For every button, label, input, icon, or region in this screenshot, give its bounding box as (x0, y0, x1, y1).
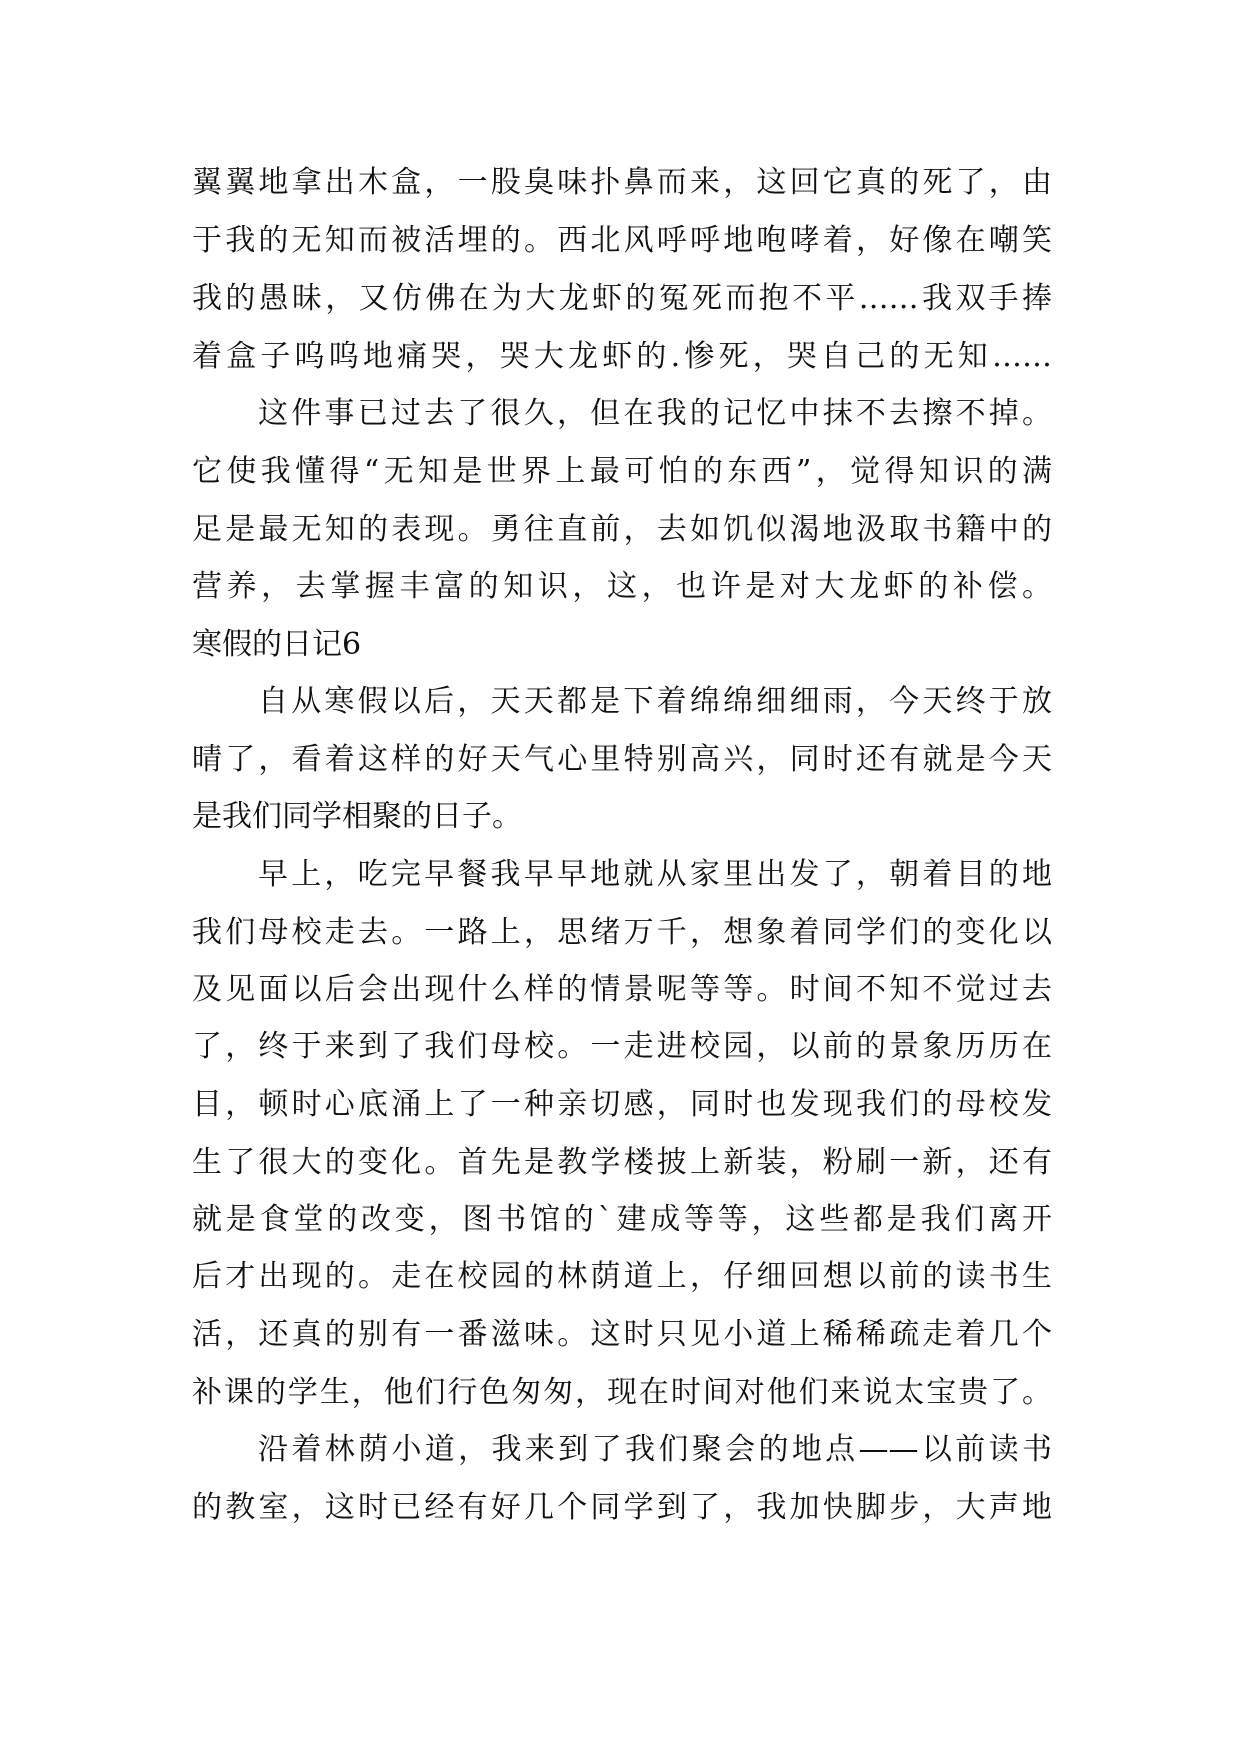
text-line: 了，终于来到了我们母校。一走进校园，以前的景象历历在 (192, 1029, 1052, 1064)
text-line: 是我们同学相聚的日子。 (192, 799, 522, 834)
text-line: 活，还真的别有一番滋味。这时只见小道上稀稀疏走着几个 (192, 1317, 1052, 1352)
text-line: 的教室，这时已经有好几个同学到了，我加快脚步，大声地 (192, 1490, 1052, 1525)
text-line: 我们母校走去。一路上，思绪万千，想象着同学们的变化以 (192, 915, 1052, 950)
text-line: 生了很大的变化。首先是教学楼披上新装，粉刷一新，还有 (192, 1145, 1052, 1180)
text-line: 翼翼地拿出木盒，一股臭味扑鼻而来，这回它真的死了，由 (192, 165, 1052, 200)
text-line: 及见面以后会出现什么样的情景呢等等。时间不知不觉过去 (192, 972, 1052, 1007)
text-line: 晴了，看着这样的好天气心里特别高兴，同时还有就是今天 (192, 742, 1052, 777)
paragraph-first-line: 早上，吃完早餐我早早地就从家里出发了，朝着目的地 (258, 857, 1052, 892)
text-line: 营养，去掌握丰富的知识，这，也许是对大龙虾的补偿。 (192, 569, 1052, 604)
text-line: 我的愚昧，又仿佛在为大龙虾的冤死而抱不平……我双手捧 (192, 281, 1052, 316)
paragraph-first-line: 沿着林荫小道，我来到了我们聚会的地点——以前读书 (258, 1432, 1052, 1467)
text-line: 补课的学生，他们行色匆匆，现在时间对他们来说太宝贵了。 (192, 1375, 1052, 1410)
paragraph-first-line: 这件事已过去了很久，但在我的记忆中抹不去擦不掉。 (258, 396, 1052, 431)
paragraph-first-line: 自从寒假以后，天天都是下着绵绵细细雨，今天终于放 (258, 684, 1052, 719)
text-line: 于我的无知而被活埋的。西北风呼呼地咆哮着，好像在嘲笑 (192, 223, 1052, 258)
text-line: 着盒子呜呜地痛哭，哭大龙虾的.惨死，哭自己的无知…… (192, 339, 1052, 374)
text-line: 就是食堂的改变，图书馆的`建成等等，这些都是我们离开 (192, 1202, 1052, 1237)
text-line: 它使我懂得“无知是世界上最可怕的东西”，觉得知识的满 (192, 454, 1052, 489)
text-line: 目，顿时心底涌上了一种亲切感，同时也发现我们的母校发 (192, 1087, 1052, 1122)
text-line: 后才出现的。走在校园的林荫道上，仔细回想以前的读书生 (192, 1259, 1052, 1294)
section-heading: 寒假的日记6 (192, 627, 362, 662)
text-line: 足是最无知的表现。勇往直前，去如饥似渴地汲取书籍中的 (192, 512, 1052, 547)
